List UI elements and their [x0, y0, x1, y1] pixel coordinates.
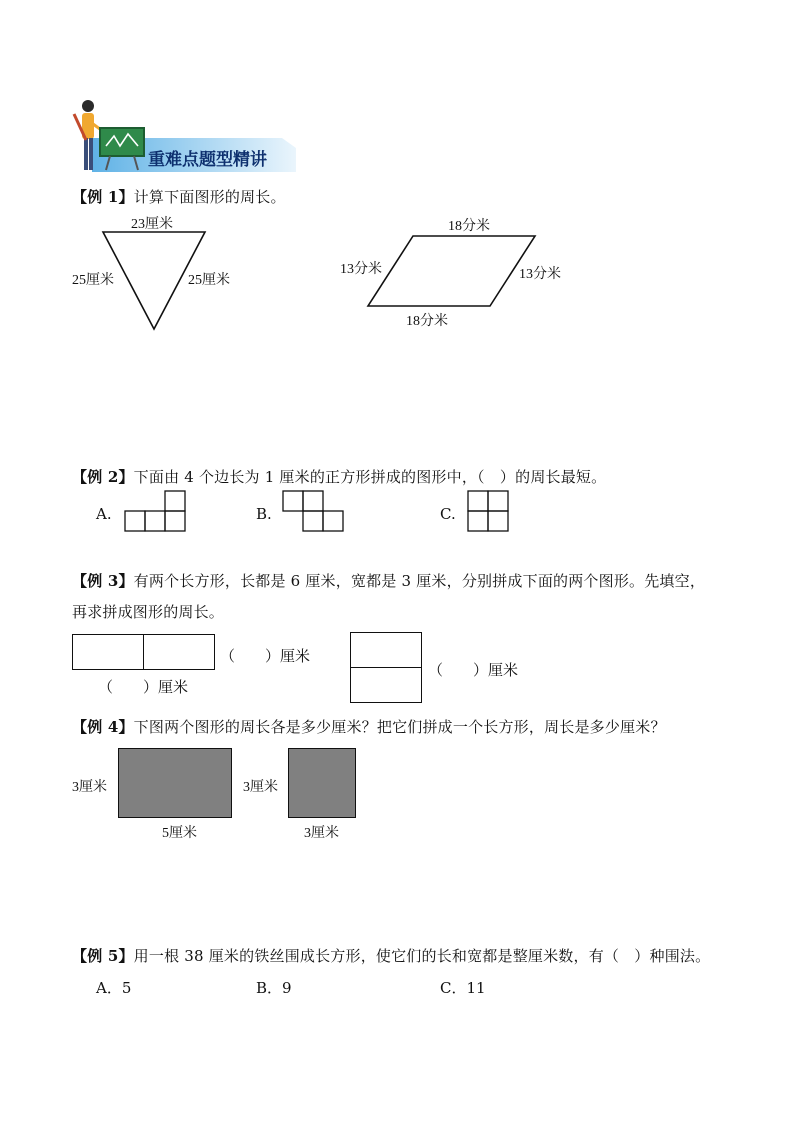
ex5-option-a: A．5 — [96, 979, 132, 997]
figure-b-square — [303, 491, 323, 511]
example-3-text-line1: 有两个长方形，长都是 6 厘米，宽都是 3 厘米，分别拼成下面的两个图形。先填空， — [133, 572, 706, 590]
example-4-text: 下图两个图形的周长各是多少厘米？把它们拼成一个长方形，周长是多少厘米？ — [133, 718, 666, 736]
parallelogram-bottom-label: 18分米 — [406, 314, 448, 329]
example-4-question — [72, 716, 666, 737]
option-a-label: A. — [96, 505, 112, 523]
figure-c-square — [488, 511, 508, 531]
blank-horizontal-right[interactable]: （ ）厘米 — [220, 647, 311, 665]
example-5-text: 用一根 38 厘米的铁丝围成长方形，使它们的长和宽都是整厘米数，有（ ）种围法。 — [133, 947, 711, 965]
figure-c-square — [488, 491, 508, 511]
rectangle-divider — [143, 634, 144, 670]
figure-a-square — [125, 511, 145, 531]
triangle-top-label: 23厘米 — [131, 217, 173, 232]
example-1-text: 计算下面图形的周长。 — [133, 188, 286, 206]
example-5-question — [72, 945, 710, 966]
blank-horizontal-below[interactable]: （ ）厘米 — [98, 678, 189, 696]
option-b-label: B. — [256, 505, 272, 523]
example-3-tag: 【例 3】 — [72, 572, 134, 590]
rectangle-width-label: 5厘米 — [162, 826, 197, 841]
figure-a-square — [145, 511, 165, 531]
figure-a-square — [165, 491, 185, 511]
parallelogram-right-label: 13分米 — [519, 267, 561, 282]
rectangle-height-label: 3厘米 — [72, 780, 107, 795]
figure-c-square — [468, 491, 488, 511]
triangle-left-label: 25厘米 — [72, 273, 114, 288]
triangle-right-label: 25厘米 — [188, 273, 230, 288]
example-5-tag: 【例 5】 — [72, 947, 134, 965]
example-2-tag: 【例 2】 — [72, 468, 134, 486]
figure-a-square — [165, 511, 185, 531]
figure-b-square — [283, 491, 303, 511]
blank-vertical-right[interactable]: （ ）厘米 — [428, 661, 519, 679]
square-width-label: 3厘米 — [304, 826, 339, 841]
rectangle-divider-horizontal — [350, 667, 422, 668]
parallelogram-top-label: 18分米 — [448, 219, 490, 234]
gray-rectangle — [118, 748, 232, 818]
figure-c-square — [468, 511, 488, 531]
example-2-text: 下面由 4 个边长为 1 厘米的正方形拼成的图形中，（ ）的周长最短。 — [133, 468, 607, 486]
example-3-text-line2: 再求拼成图形的周长。 — [72, 603, 225, 621]
section-title: 重难点题型精讲 — [148, 150, 267, 170]
square-height-label: 3厘米 — [243, 780, 278, 795]
option-c-label: C. — [440, 505, 456, 523]
figure-b-square — [323, 511, 343, 531]
example-1-tag: 【例 1】 — [72, 188, 134, 206]
example-4-tag: 【例 4】 — [72, 718, 134, 736]
ex5-option-c: C．11 — [440, 979, 486, 997]
gray-square — [288, 748, 356, 818]
ex5-option-b: B．9 — [256, 979, 292, 997]
example-3-question — [72, 570, 705, 591]
figure-b-square — [303, 511, 323, 531]
parallelogram-left-label: 13分米 — [340, 262, 382, 277]
